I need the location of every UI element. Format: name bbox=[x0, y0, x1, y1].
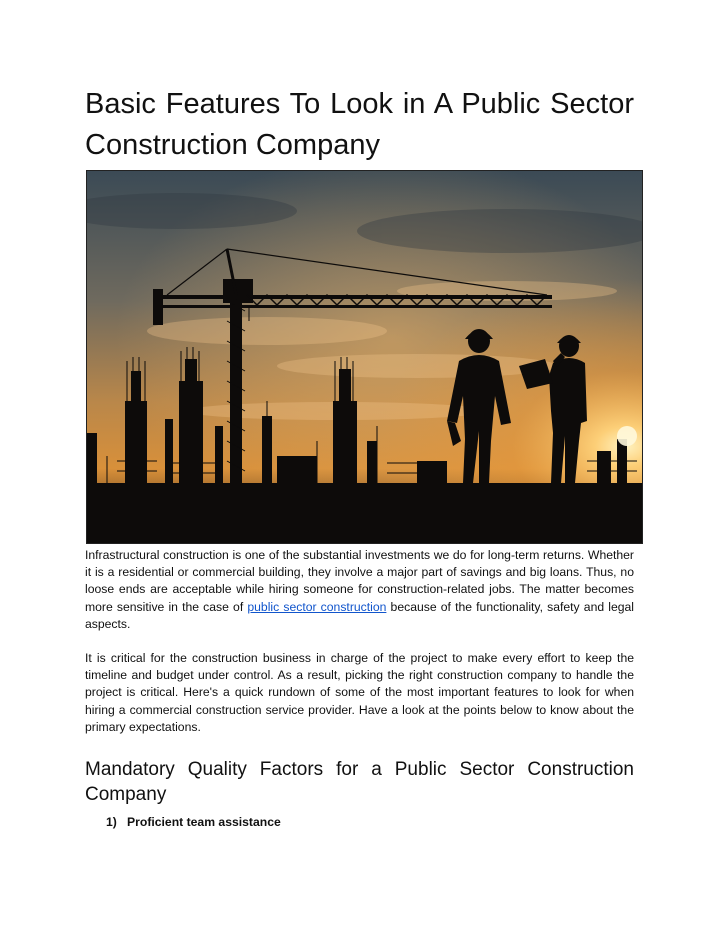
intro-text-before-link: Infrastructural construction is one of the substantial investments we do for long-term returns. Whether it is a residential or commercial building, they involve a major part of savings and big loans. Thus, no loose ends are acceptable while hiring someone for construction-related jobs. The matter becomes more sensitive in the case of bbox=[85, 548, 634, 614]
list-item-number: 1) bbox=[106, 815, 117, 829]
intro-paragraph bbox=[85, 547, 634, 633]
list-item bbox=[106, 814, 281, 830]
construction-silhouette-image bbox=[86, 170, 643, 544]
document-title: Basic Features To Look in A Public Sector Construction Company bbox=[85, 88, 634, 161]
public-sector-construction-link[interactable]: public sector construction bbox=[247, 599, 387, 614]
intro-text-after-link: because of the functionality, safety and legal aspects. bbox=[85, 599, 635, 631]
list-item-label: Proficient team assistance bbox=[127, 815, 281, 829]
section-heading: Mandatory Quality Factors for a Public Sector Construction Company bbox=[85, 759, 634, 805]
body-paragraph: It is critical for the construction business in charge of the project to make every effort to keep the timeline and budget under control. As a result, picking the right construction company to handle the project is critical. Here's a quick rundown of some of the most important features to look for when hiring a commercial construction service provider. Have a look at the points below to know about the primary expectations. bbox=[85, 651, 634, 734]
